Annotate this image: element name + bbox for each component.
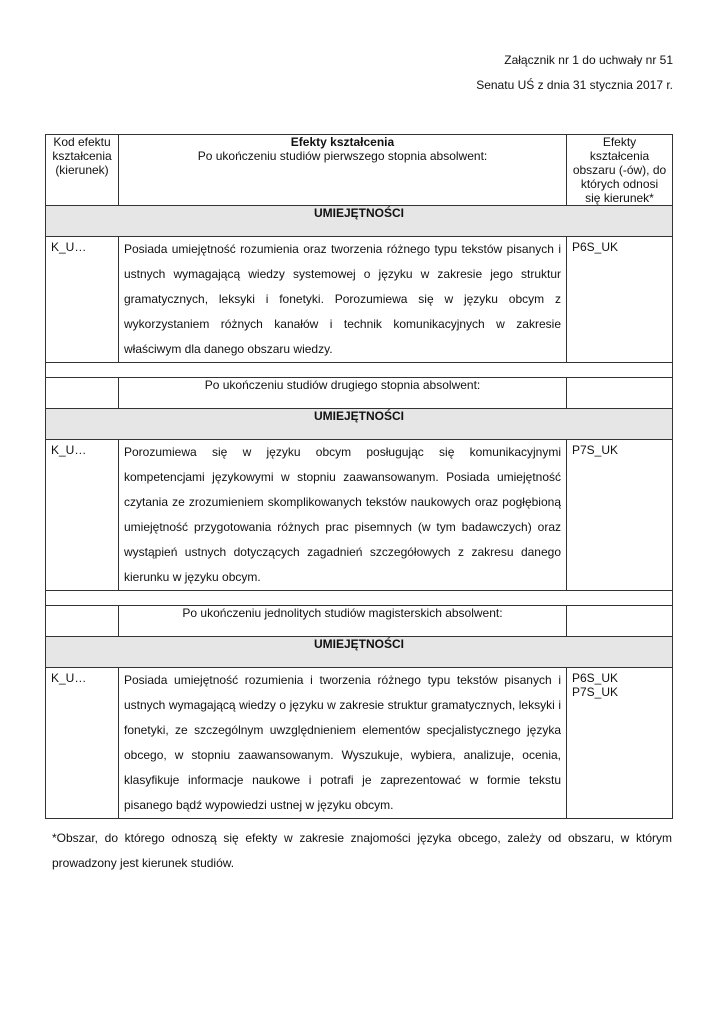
level-subheading-row xyxy=(46,378,673,409)
col-area-header: Efekty kształcenia obszaru (-ów), do których odnosi się kierunek* xyxy=(567,135,673,206)
spacer-row xyxy=(46,591,673,606)
outcome-text: Posiada umiejętność rozumienia oraz tworzenia różnego typu tekstów pisanych i ustnych wymagającą wiedzy systemowej o języku w zakresie jego struktur gramatycznych, leksyki i fonetyki. Porozumiewa się w języku obcym z wykorzystaniem różnych kanałów i technik komunikacyjnych w zakresie właściwym dla danego obszaru wiedzy. xyxy=(119,237,567,363)
outcome-area xyxy=(567,237,673,363)
outcome-row xyxy=(46,668,673,819)
level-subheading: Po ukończeniu studiów drugiego stopnia absolwent: xyxy=(119,378,567,409)
attachment-header-line1: Załącznik nr 1 do uchwały nr 51 xyxy=(504,53,673,67)
col-outcomes-header xyxy=(119,135,567,206)
category-row xyxy=(46,637,673,668)
outcome-row xyxy=(46,440,673,591)
learning-outcomes-table xyxy=(45,134,673,819)
outcome-text: Posiada umiejętność rozumienia i tworzenia różnego typu tekstów pisanych i ustnych wymagającą wiedzy o języku w zakresie struktur gramatycznych, leksyki i fonetyki, ze szczególnym uwzględnieniem elementów specjalistycznego języka obcego, w stopniu zaawansowanym. Wyszukuje, wybiera, analizuje, ocenia, klasyfikuje informacje naukowe i potrafi je zaprezentować w formie tekstu pisanego bądź wypowiedzi ustnej w języku obcym. xyxy=(119,668,567,819)
outcome-area xyxy=(567,440,673,591)
level-subheading: Po ukończeniu jednolitych studiów magisterskich absolwent: xyxy=(119,606,567,637)
level-subheading-row xyxy=(46,606,673,637)
outcome-row xyxy=(46,237,673,363)
table-header-row xyxy=(46,135,673,206)
spacer-row xyxy=(46,363,673,378)
category-label: UMIEJĘTNOŚCI xyxy=(46,409,673,440)
category-row xyxy=(46,409,673,440)
category-label: UMIEJĘTNOŚCI xyxy=(46,206,673,237)
category-label: UMIEJĘTNOŚCI xyxy=(46,637,673,668)
area-code: P7S_UK xyxy=(572,685,619,699)
col-outcomes-title: Efekty kształcenia xyxy=(290,135,395,149)
outcome-area xyxy=(567,668,673,819)
outcome-text: Porozumiewa się w języku obcym posługując się komunikacyjnymi kompetencjami językowymi w stopniu zaawansowanym. Posiada umiejętność czytania ze zrozumieniem skomplikowanych tekstów naukowych oraz pogłębioną umiejętność przygotowania różnych prac pisemnych (w tym badawczych) oraz wystąpień ustnych dotyczących zagadnień szczegółowych z zakresu danego kierunku w języku obcym. xyxy=(119,440,567,591)
category-row xyxy=(46,206,673,237)
area-code: P7S_UK xyxy=(572,443,619,457)
area-code: P6S_UK xyxy=(572,671,619,685)
outcome-code: K_U… xyxy=(46,668,119,819)
area-code: P6S_UK xyxy=(572,240,619,254)
outcome-code: K_U… xyxy=(46,237,119,363)
col-outcomes-subtitle: Po ukończeniu studiów pierwszego stopnia absolwent: xyxy=(197,149,488,163)
attachment-header-line2: Senatu UŚ z dnia 31 stycznia 2017 r. xyxy=(476,78,673,92)
footnote: *Obszar, do którego odnoszą się efekty w zakresie znajomości języka obcego, zależy od obszaru, w którym prowadzony jest kierunek studiów. xyxy=(52,831,672,870)
col-code-header: Kod efektu kształcenia (kierunek) xyxy=(46,135,119,206)
outcome-code: K_U… xyxy=(46,440,119,591)
